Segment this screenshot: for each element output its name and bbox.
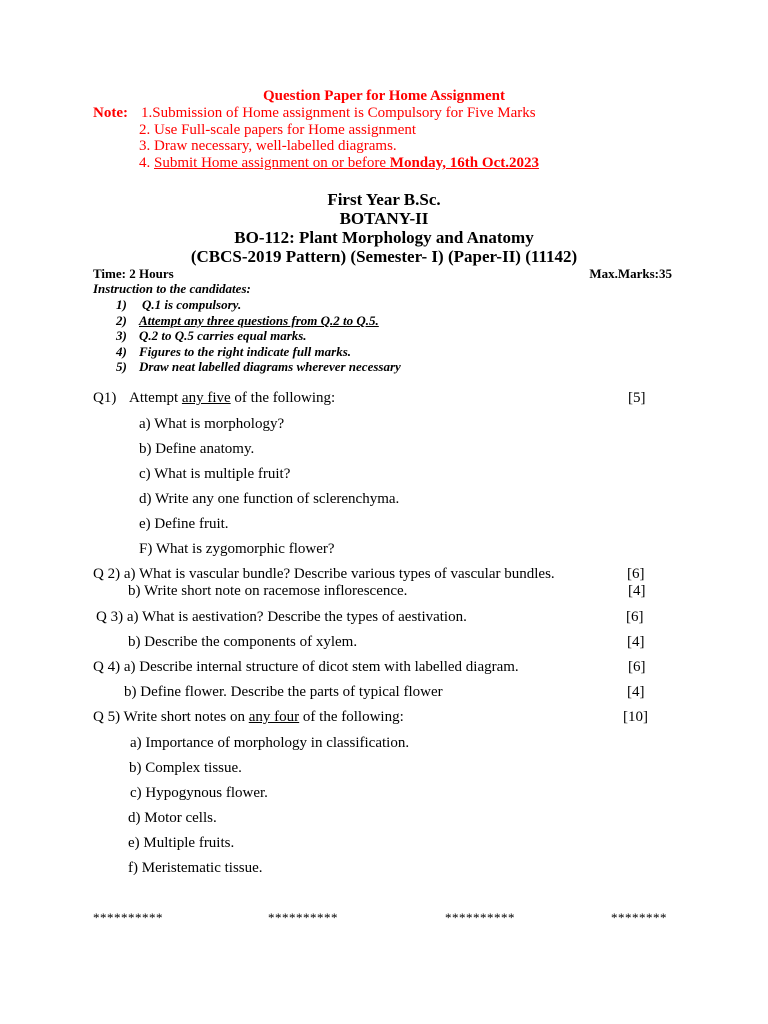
q5-part-e: e) Multiple fruits.: [128, 835, 235, 851]
q1-part-e: e) Define fruit.: [139, 516, 229, 532]
q5-part-a: a) Importance of morphology in classification.: [130, 735, 410, 751]
q5-part-d: d) Motor cells.: [128, 810, 217, 826]
q5-part-b: b) Complex tissue.: [129, 760, 242, 776]
max-marks: Max.Marks:35: [589, 266, 672, 281]
instruction-text: Attempt any three questions from Q.2 to Q.5.: [139, 313, 379, 328]
question-4b-marks: [4]: [627, 684, 645, 700]
note-item-4: [139, 155, 539, 172]
note-item-1: 1.Submission of Home assignment is Compulsory for Five Marks: [141, 105, 536, 121]
footer-stars-4: ********: [611, 910, 667, 925]
q1-part-f: F) What is zygomorphic flower?: [139, 541, 335, 557]
question-1-pre: Attempt: [129, 390, 182, 406]
instruction-number: 4): [116, 344, 127, 359]
q1-part-a: a) What is morphology?: [139, 416, 285, 432]
question-4b: b) Define flower. Describe the parts of typical flower: [124, 684, 443, 700]
question-2b: b) Write short note on racemose inflorescence.: [128, 583, 408, 599]
paper-pattern: (CBCS-2019 Pattern) (Semester- I) (Paper-II) (11142): [190, 247, 578, 266]
instruction-4: [116, 344, 351, 360]
question-5-underlined: any four: [248, 709, 300, 725]
paper-code-title: BO-112: Plant Morphology and Anatomy: [234, 228, 534, 247]
subject-name: BOTANY-II: [339, 209, 429, 228]
question-5: [93, 709, 404, 726]
question-1-post: of the following:: [230, 390, 336, 406]
q5-part-f: f) Meristematic tissue.: [128, 860, 263, 876]
assignment-title: Question Paper for Home Assignment: [263, 88, 505, 104]
course-year: First Year B.Sc.: [327, 190, 441, 209]
instruction-number: 2): [116, 313, 127, 328]
question-1-underlined: any five: [181, 390, 231, 406]
instruction-number: 5): [116, 359, 127, 374]
note-item-4-body: Submit Home assignment on or before: [154, 155, 390, 171]
instruction-3: [116, 328, 307, 344]
instruction-1: [116, 297, 241, 313]
question-3b-marks: [4]: [627, 634, 645, 650]
question-3a-marks: [6]: [626, 609, 644, 625]
q1-part-b: b) Define anatomy.: [139, 441, 255, 457]
footer-stars-2: **********: [268, 910, 338, 925]
q1-part-d: d) Write any one function of sclerenchyma.: [139, 491, 400, 507]
question-1-marks: [5]: [628, 390, 646, 406]
note-item-2: 2. Use Full-scale papers for Home assignment: [139, 122, 417, 138]
instruction-text: Q.1 is compulsory.: [142, 297, 242, 312]
instruction-text: Figures to the right indicate full marks.: [139, 344, 352, 359]
exam-time: Time: 2 Hours: [93, 266, 174, 281]
footer-stars-1: **********: [93, 910, 163, 925]
note-item-4-number: 4.: [139, 155, 154, 171]
q1-part-c: c) What is multiple fruit?: [139, 466, 291, 482]
question-1-label: Q1): [93, 390, 117, 406]
question-5-post: of the following:: [299, 709, 404, 725]
question-2a-marks: [6]: [627, 566, 645, 582]
question-4a: Q 4) a) Describe internal structure of dicot stem with labelled diagram.: [93, 659, 519, 675]
instruction-text: Draw neat labelled diagrams wherever necessary: [139, 359, 401, 374]
q5-part-c: c) Hypogynous flower.: [130, 785, 268, 801]
question-5-marks: [10]: [623, 709, 648, 725]
instruction-number: 1): [116, 297, 127, 312]
instruction-5: [116, 359, 401, 375]
submission-deadline: Monday, 16th Oct.2023: [389, 155, 539, 171]
question-3b: b) Describe the components of xylem.: [128, 634, 358, 650]
instruction-2: [116, 313, 379, 329]
note-item-3: 3. Draw necessary, well-labelled diagrams.: [139, 138, 397, 154]
question-2a: Q 2) a) What is vascular bundle? Describe various types of vascular bundles.: [93, 566, 555, 582]
question-1: [93, 390, 335, 407]
instruction-text: Q.2 to Q.5 carries equal marks.: [139, 328, 307, 343]
question-5-pre: Q 5) Write short notes on: [93, 709, 249, 725]
question-2b-marks: [4]: [628, 583, 646, 599]
note-item-4-text: [154, 155, 539, 171]
note-label: Note:: [93, 105, 128, 121]
question-3a: Q 3) a) What is aestivation? Describe the types of aestivation.: [96, 609, 467, 625]
question-4a-marks: [6]: [628, 659, 646, 675]
instruction-number: 3): [116, 328, 127, 343]
footer-stars-3: **********: [445, 910, 515, 925]
instructions-heading: Instruction to the candidates:: [93, 281, 251, 296]
